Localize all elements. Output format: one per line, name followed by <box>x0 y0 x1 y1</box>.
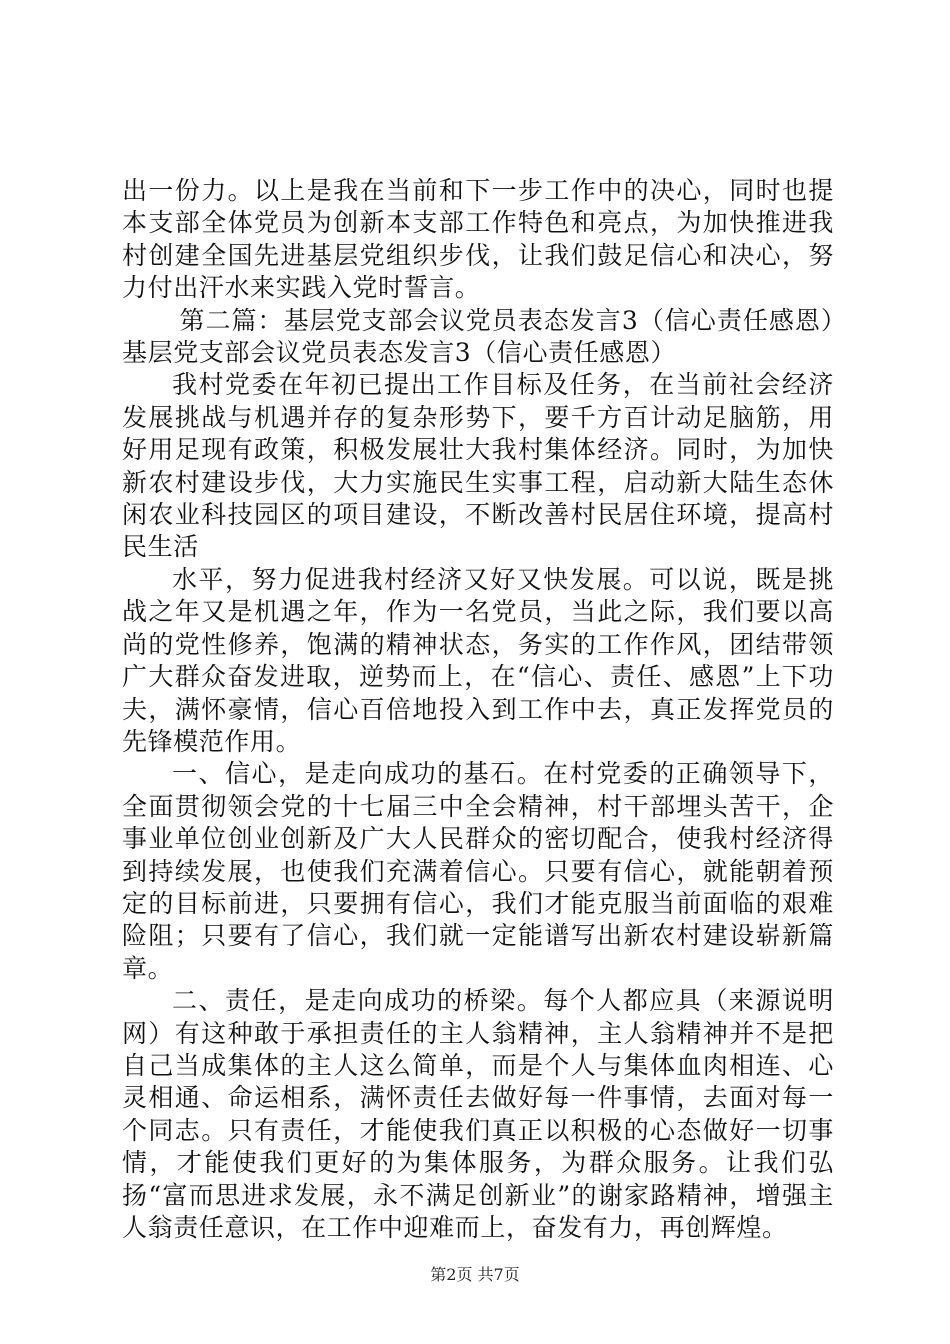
page-number-footer: 第2页 共7页 <box>430 1265 520 1284</box>
paragraph-intro: 我村党委在年初已提出工作目标及任务，在当前社会经济发展挑战与机遇并存的复杂形势下，要千方百计动足脑筋，用好用足现有政策，积极发展壮大我村集体经济。同时，为加快新农村建设步伐，大力实施民生实事工程，启动新大陆生态休闲农业科技园区的项目建设，不断改善村民居住环境，提高村民生活 <box>122 370 834 562</box>
paragraph-responsibility: 二、责任，是走向成功的桥梁。每个人都应具（来源说明网）有这种敢于承担责任的主人翁精神，主人翁精神并不是把自己当成集体的主人这么简单，而是个人与集体血肉相连、心灵相通、命运相系，满怀责任去做好每一件事情，去面对每一个同志。只有责任，才能使我们真正以积极的心态做好一切事情，才能使我们更好的为集体服务，为群众服务。让我们弘扬“富而思进求发展，永不满足创新业”的谢家路精神，增强主人翁责任意识，在工作中迎难而上，奋发有力，再创辉煌。 <box>122 986 834 1242</box>
paragraph-confidence: 一、信心，是走向成功的基石。在村党委的正确领导下，全面贯彻领会党的十七届三中全会精神，村干部埋头苦干，企事业单位创业创新及广大人民群众的密切配合，使我村经济得到持续发展，也使我们充满着信心。只要有信心，就能朝着预定的目标前进，只要拥有信心，我们才能克服当前面临的艰难险阻；只要有了信心，我们就一定能谱写出新农村建设崭新篇章。 <box>122 759 834 983</box>
document-body <box>122 175 834 1244</box>
paragraph-closing-previous: 出一份力。以上是我在当前和下一步工作中的决心，同时也提本支部全体党员为创新本支部工作特色和亮点，为加快推进我村创建全国先进基层党组织步伐，让我们鼓足信心和决心，努力付出汗水来实践入党时誓言。 <box>122 176 834 303</box>
section-title: 第二篇：基层党支部会议党员表态发言3（信心责任感恩）基层党支部会议党员表态发言3（信心责任感恩） <box>122 305 834 368</box>
paragraph-intro-continued: 水平，努力促进我村经济又好又快发展。可以说，既是挑战之年又是机遇之年，作为一名党员，当此之际，我们要以高尚的党性修养，饱满的精神状态，务实的工作作风，团结带领广大群众奋发进取，逆势而上，在“信心、责任、感恩”上下功夫，满怀豪情，信心百倍地投入到工作中去，真正发挥党员的先锋模范作用。 <box>122 564 834 756</box>
